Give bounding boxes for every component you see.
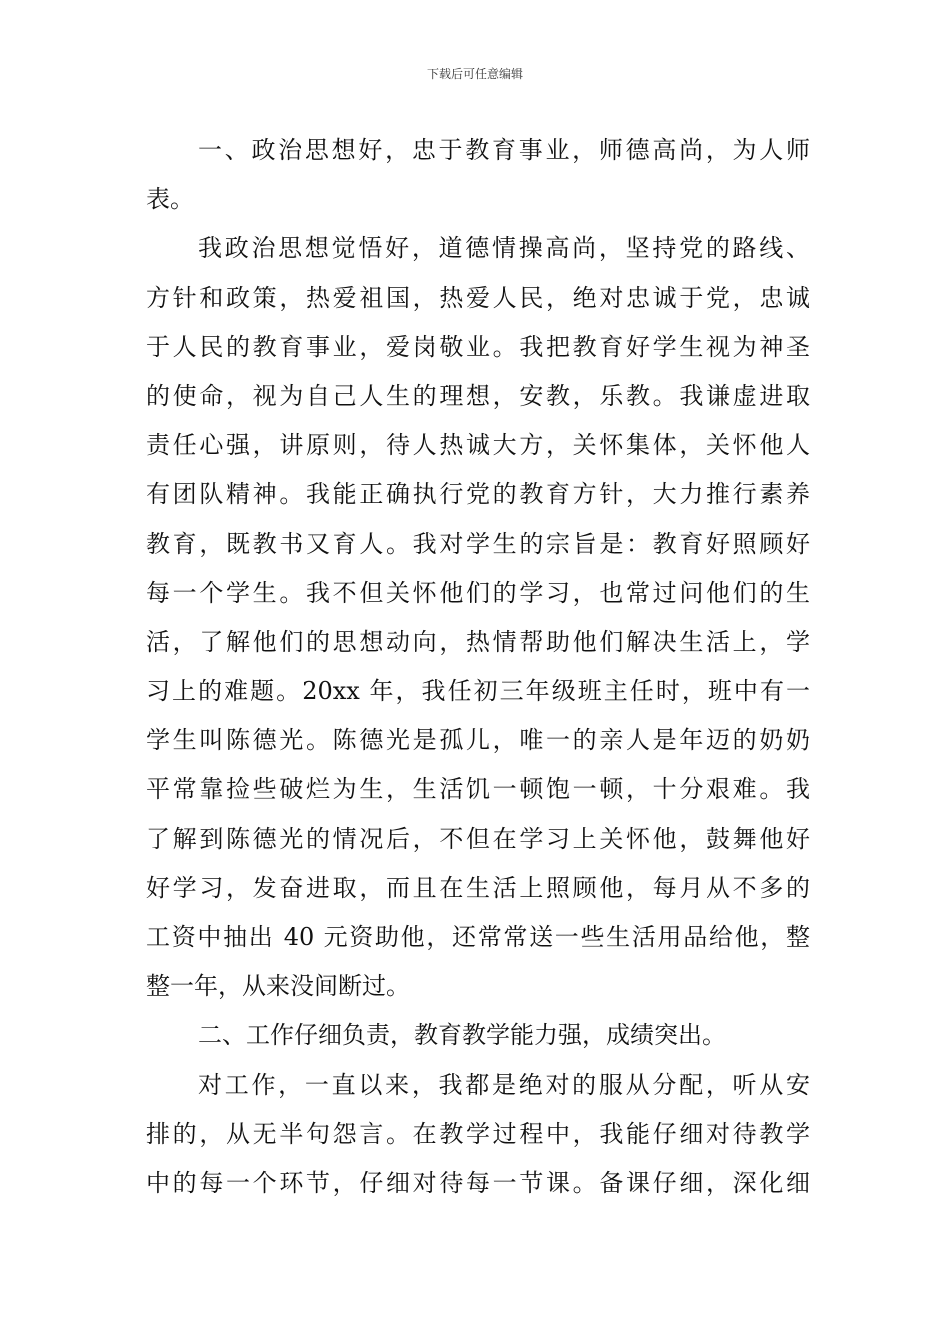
section-heading-1: 一、政治思想好，忠于教育事业，师德高尚，为人师 bbox=[198, 136, 810, 164]
text-line: 排的，从无半句怨言。在教学过程中，我能仔细对待教学 bbox=[146, 1119, 810, 1148]
text-line: 的使命，视为自己人生的理想，安教，乐教。我谦虚进取 bbox=[146, 381, 810, 410]
paragraph-start: 对工作，一直以来，我都是绝对的服从分配，听从安 bbox=[198, 1070, 810, 1099]
text-line: 平常靠捡些破烂为生，生活饥一顿饱一顿，十分艰难。我 bbox=[146, 775, 810, 804]
text-line: 责任心强，讲原则，待人热诚大方，关怀集体，关怀他人 bbox=[146, 431, 810, 460]
section-heading-2: 二、工作仔细负责，教育教学能力强，成绩突出。 bbox=[198, 1021, 726, 1050]
text-line: 习上的难题。20xx 年，我任初三年级班主任时，班中有一 bbox=[146, 677, 810, 706]
text-line: 整一年，从来没间断过。 bbox=[146, 972, 410, 1001]
text-line: 工资中抽出 40 元资助他，还常常送一些生活用品给他，整 bbox=[146, 923, 810, 951]
paragraph-start: 我政治思想觉悟好，道德情操高尚，坚持党的路线、 bbox=[198, 234, 810, 263]
text-line: 中的每一个环节，仔细对待每一节课。备课仔细，深化细 bbox=[146, 1168, 810, 1197]
text-line: 学生叫陈德光。陈德光是孤儿，唯一的亲人是年迈的奶奶 bbox=[146, 726, 810, 755]
body-text bbox=[146, 126, 810, 1208]
page-header: 下载后可任意编辑 bbox=[426, 67, 523, 81]
text-line: 每一个学生。我不但关怀他们的学习，也常过问他们的生 bbox=[146, 578, 810, 607]
text-line: 了解到陈德光的情况后，不但在学习上关怀他，鼓舞他好 bbox=[146, 824, 810, 853]
text-line: 于人民的教育事业，爱岗敬业。我把教育好学生视为神圣 bbox=[146, 332, 810, 361]
text-line: 方针和政策，热爱祖国，热爱人民，绝对忠诚于党，忠诚 bbox=[146, 283, 810, 312]
text-line: 活，了解他们的思想动向，热情帮助他们解决生活上，学 bbox=[146, 627, 810, 656]
text-line: 表。 bbox=[146, 185, 194, 214]
text-line: 有团队精神。我能正确执行党的教育方针，大力推行素养 bbox=[146, 480, 810, 509]
text-line: 教育，既教书又育人。我对学生的宗旨是：教育好照顾好 bbox=[146, 529, 810, 558]
text-line: 好学习，发奋进取，而且在生活上照顾他，每月从不多的 bbox=[146, 873, 810, 902]
